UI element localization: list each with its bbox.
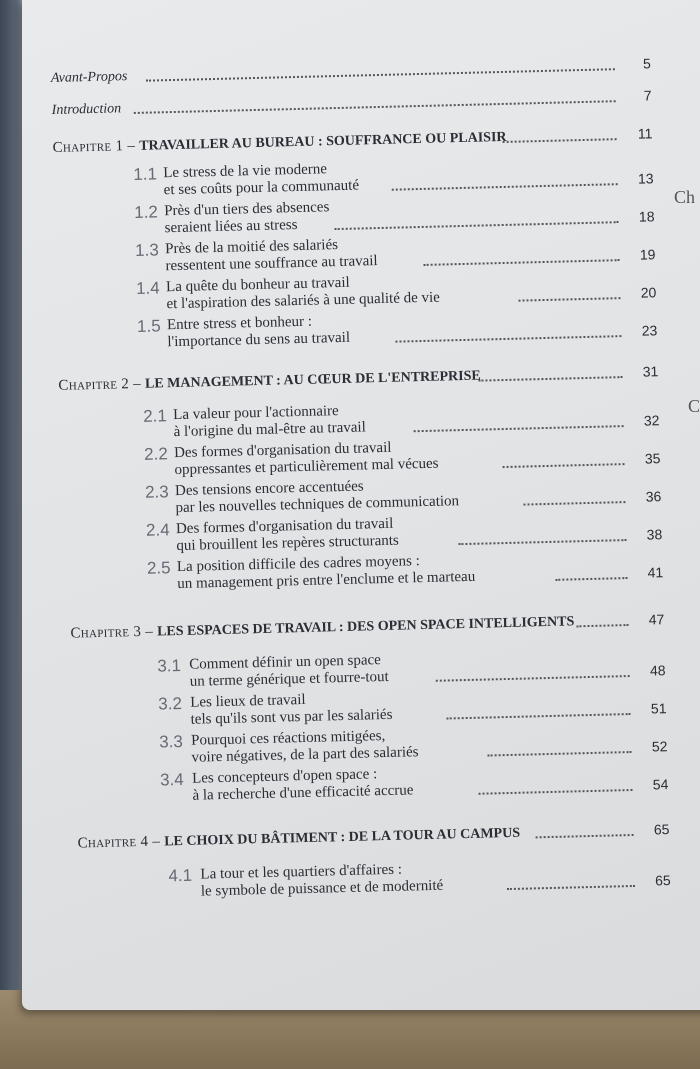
section-title-line1: Pourquoi ces réactions mitigées, [190,728,386,749]
section-title-line1: Comment définir un open space [189,652,382,673]
dot-leader [518,297,620,301]
dot-leader [414,425,624,432]
section-number: 3.4 [159,769,184,790]
chapter-title: LES ESPACES DE TRAVAIL : DES OPEN SPACE INTELLIGENTS [156,614,575,640]
section-title-line1: La position difficile des cadres moyens : [176,553,421,576]
chapter-label: Chapitre 4 – [77,833,165,852]
toc-section [65,645,666,690]
page-number: 65 [654,872,671,889]
dot-leader [424,259,620,266]
section-title-line2: tels qu'ils sont vus par les salariés [190,706,393,728]
dot-leader [436,675,630,682]
entry-label: Introduction [51,101,122,118]
dot-leader [555,577,627,581]
chapter-title: LE MANAGEMENT : AU CŒUR DE L'ENTREPRISE [144,368,481,392]
chapter-title: TRAVAILLER AU BUREAU : SOUFFRANCE OU PLAISIR [139,129,507,154]
section-number: 3.3 [158,731,184,752]
page-number: 19 [639,246,656,263]
page-number: 54 [652,776,669,793]
section-number: 3.1 [157,655,182,676]
dot-leader [523,501,625,505]
section-title-line1: La valeur pour l'actionnaire [173,403,339,424]
dot-leader [134,100,616,114]
table-of-contents [50,24,700,939]
section-title-line2: le symbole de puissance et de modernité [200,877,444,900]
book-cover-edge [0,0,24,1000]
chapter-label: Chapitre 3 – [70,623,158,642]
section-title-line2: un terme générique et fourre-tout [189,668,389,690]
toc-entry-avant-propos [50,55,651,86]
dot-leader [395,335,621,343]
section-title-line1: Près d'un tiers des absences [164,199,330,220]
page-number: 35 [644,450,661,467]
section-number: 4.1 [168,865,193,886]
page-number: 36 [645,488,662,505]
section-number: 1.1 [133,164,158,185]
section-title-line1: Près de la moitié des salariés [164,237,339,258]
section-title-line2: ressentent une souffrance au travail [165,253,378,275]
entry-label: Avant-Propos [50,69,128,86]
section-number: 3.2 [158,693,183,714]
page-number: 7 [643,87,652,104]
section-title-line1: Des formes d'organisation du travail [173,439,392,462]
dot-leader [503,463,625,468]
toc-section [59,395,660,441]
section-number: 1.2 [134,202,159,222]
book-page [22,0,700,1010]
page-number: 31 [642,363,659,380]
page-number: 38 [646,526,663,543]
section-title-line1: La quête du bonheur au travail [165,274,350,296]
chapter-heading [52,129,506,157]
page-number: 20 [640,284,657,301]
dot-leader [507,885,635,890]
page-number: 32 [643,412,660,429]
page-number: 52 [651,738,668,755]
section-title-line1: Les lieux de travail [190,691,306,711]
page-number: 47 [648,611,665,628]
section-title-line2: à l'origine du mal-être au travail [173,419,366,441]
dot-leader [458,539,626,545]
page-number: 5 [642,55,651,72]
section-number: 1.3 [134,240,160,260]
toc-entry-introduction [51,87,652,118]
toc-chapter-2 [58,363,659,394]
section-title-line2: un management pris entre l'enclume et le marteau [177,568,476,593]
chapter-label: Chapitre 2 – [58,375,146,394]
section-title-line2: par les nouvelles techniques de communication [175,493,460,517]
dot-leader [392,183,618,191]
section-title-line2: et ses coûts pour la communauté [163,177,360,199]
page-number: 41 [647,564,664,581]
section-title-line2: et l'aspiration des salariés à une qualité de vie [166,289,441,313]
chapter-title: LE CHOIX DU BÂTIMENT : DE LA TOUR AU CAMPUS [164,825,521,850]
dot-leader [478,376,622,382]
margin-fragment: C [688,396,700,416]
chapter-heading [70,613,574,642]
page-number: 65 [653,821,670,838]
section-number: 2.3 [144,482,169,502]
dot-leader [146,68,615,81]
chapter-heading [77,825,520,853]
section-title-line1: La tour et les quartiers d'affaires : [200,861,403,883]
page-number: 18 [638,208,655,225]
page-number: 13 [637,170,654,187]
toc-section [70,855,671,900]
section-title-line1: Les concepteurs d'open space : [191,766,378,787]
section-title-line1: Des tensions encore accentuées [174,478,364,500]
dot-leader [335,221,619,230]
section-number: 2.1 [142,406,168,426]
chapter-label: Chapitre 1 – [52,137,140,156]
toc-chapter-3 [64,611,665,642]
margin-fragment: Ch [674,187,696,207]
dot-leader [447,713,631,719]
section-title-line1: Entre stress et bonheur : [166,313,313,334]
toc-chapter-4 [69,821,670,852]
dot-leader [503,138,617,143]
dot-leader [536,834,634,838]
dot-leader [576,624,628,627]
dot-leader [488,751,632,757]
section-number: 1.4 [135,278,160,298]
page-number: 51 [650,700,667,717]
dot-leader [479,789,633,795]
section-title-line1: Le stress de la vie moderne [163,161,328,182]
section-number: 2.2 [143,444,169,464]
section-title-line2: à la recherche d'une efficacité accrue [192,782,414,804]
page-number: 11 [637,125,653,142]
section-number: 2.5 [146,558,171,578]
chapter-heading [58,368,481,395]
toc-section [55,229,656,275]
section-title-line2: seraient liées au stress [164,217,298,237]
toc-chapter-1 [52,125,653,156]
section-title-line2: l'importance du sens au travail [167,329,351,351]
section-number: 2.4 [145,520,170,540]
section-title-line2: qui brouillent les repères structurants [176,532,399,555]
section-title-line2: voire négatives, de la part des salariés [191,744,419,766]
section-title-line2: oppressantes et particulièrement mal vécues [174,455,439,479]
page-number: 48 [649,662,666,679]
page-number: 23 [641,322,658,339]
toc-section [53,153,654,199]
section-number: 1.5 [136,316,161,336]
section-title-line1: Des formes d'organisation du travail [175,515,394,538]
